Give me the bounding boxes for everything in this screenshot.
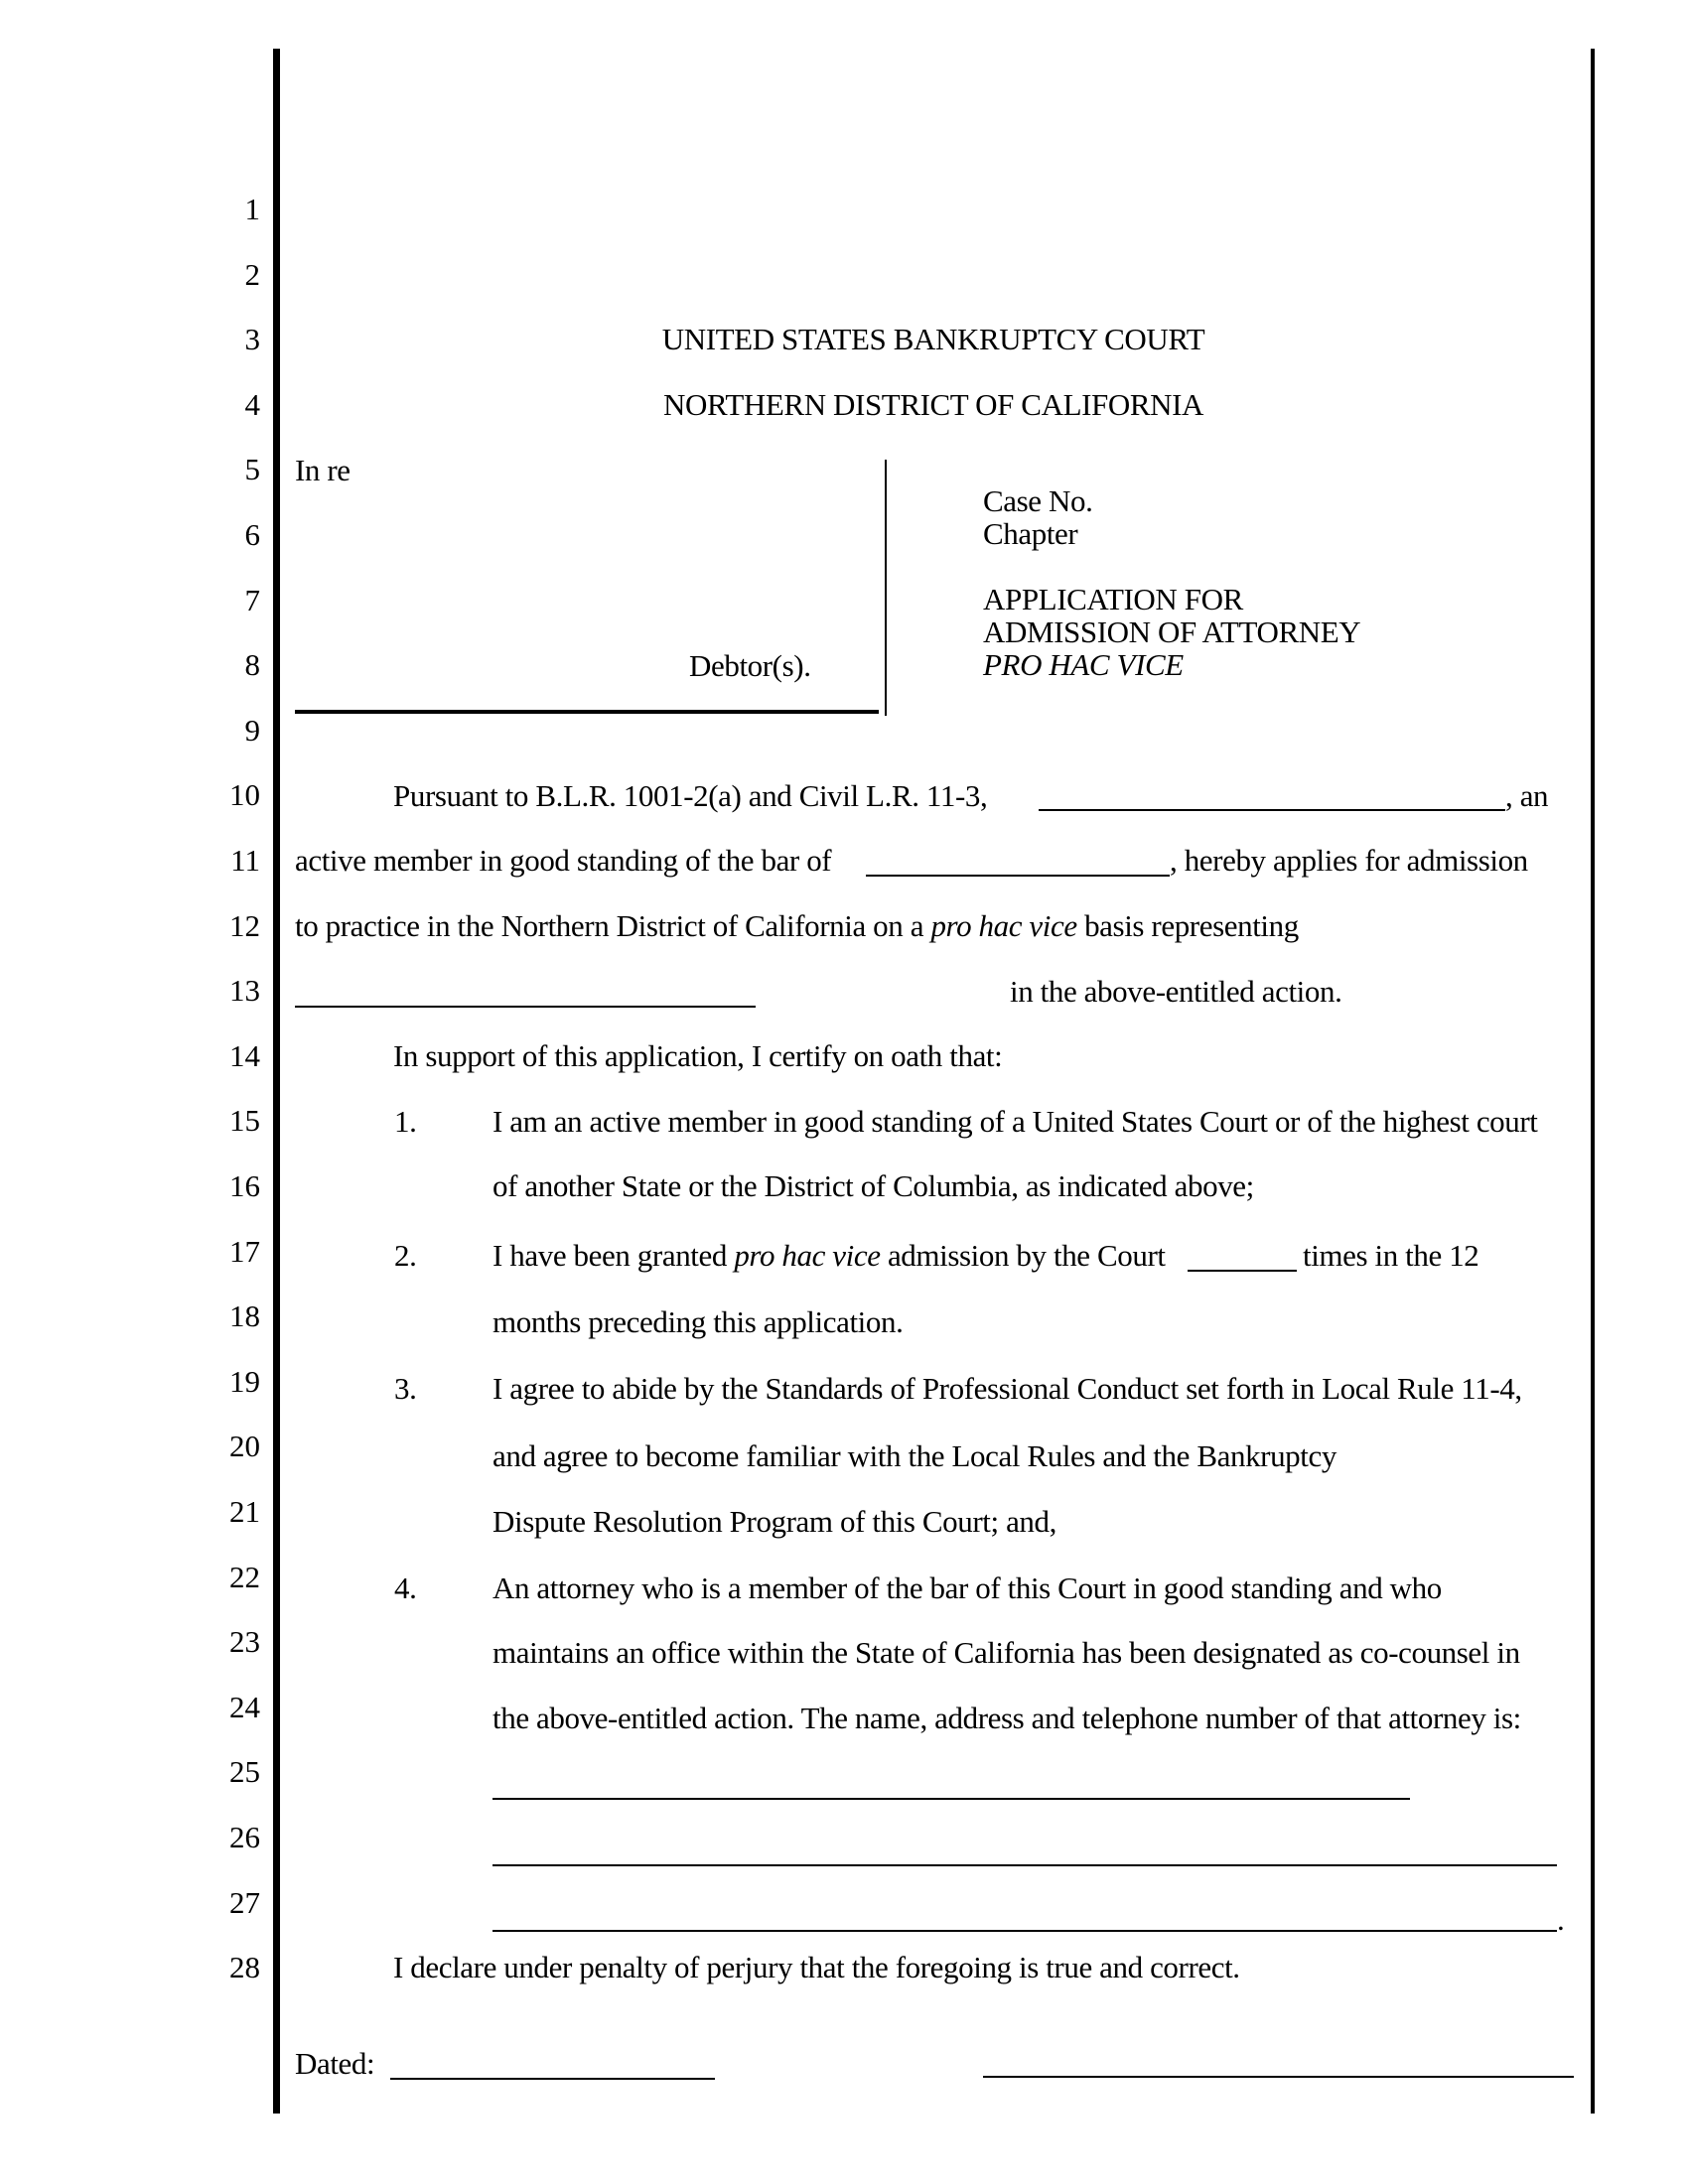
item-4-line-2: maintains an office within the State of California has been designated as co-counsel in bbox=[492, 1635, 1520, 1670]
line-number: 5 bbox=[244, 452, 260, 487]
line-number: 4 bbox=[244, 386, 260, 422]
line-number: 24 bbox=[229, 1689, 260, 1724]
document-title-line-3 bbox=[983, 647, 1184, 683]
line-number: 3 bbox=[244, 322, 260, 357]
paragraph-1-line-1-end: , an bbox=[1505, 778, 1549, 813]
chapter-label: Chapter bbox=[983, 516, 1078, 551]
item-2-line-1a: I have been granted bbox=[492, 1238, 727, 1273]
line-number: 23 bbox=[229, 1624, 260, 1660]
item-2-number: 2. bbox=[394, 1238, 417, 1273]
left-margin-rule bbox=[273, 49, 280, 2114]
item-3-line-3: Dispute Resolution Program of this Court; and, bbox=[492, 1504, 1056, 1539]
paragraph-1-line-2b: , hereby applies for admission bbox=[1170, 843, 1528, 878]
item-3-number: 3. bbox=[394, 1371, 417, 1406]
case-number-label: Case No. bbox=[983, 483, 1093, 518]
line-number: 26 bbox=[229, 1820, 260, 1854]
attorney-name-field[interactable] bbox=[1039, 809, 1505, 811]
pro-hac-vice-item-text: pro hac vice bbox=[734, 1238, 881, 1273]
line-number: 2 bbox=[244, 256, 260, 292]
line-number: 10 bbox=[229, 777, 260, 813]
declaration: I declare under penalty of perjury that the foregoing is true and correct. bbox=[393, 1950, 1240, 1984]
line-number: 11 bbox=[230, 843, 260, 878]
line-number: 16 bbox=[229, 1168, 260, 1203]
item-3-line-2: and agree to become familiar with the Local Rules and the Bankruptcy bbox=[492, 1438, 1336, 1473]
paragraph-1-line-3 bbox=[295, 908, 1299, 944]
line-number: 14 bbox=[229, 1037, 260, 1073]
line-number: 22 bbox=[229, 1559, 260, 1594]
paragraph-1-line-3a: to practice in the Northern District of California on a bbox=[295, 908, 924, 943]
co-counsel-period: . bbox=[1557, 1902, 1565, 1937]
line-number: 15 bbox=[229, 1103, 260, 1139]
line-number: 6 bbox=[244, 517, 260, 552]
item-4-line-3: the above-entitled action. The name, address and telephone number of that attorney is: bbox=[492, 1701, 1521, 1735]
paragraph-1-line-4: in the above-entitled action. bbox=[1010, 974, 1342, 1009]
item-4-number: 4. bbox=[394, 1570, 417, 1605]
in-re-label: In re bbox=[295, 453, 351, 487]
item-2-line-1c: admission by the Court bbox=[887, 1238, 1166, 1273]
client-name-field[interactable] bbox=[295, 1006, 756, 1008]
paragraph-1-line-2a: active member in good standing of the bar of bbox=[295, 843, 832, 878]
item-2-line-1d: times in the 12 bbox=[1303, 1238, 1479, 1273]
pro-hac-vice-text: pro hac vice bbox=[930, 908, 1077, 943]
pro-hac-vice-title: PRO HAC VICE bbox=[983, 647, 1184, 682]
document-title-line-1: APPLICATION FOR bbox=[983, 582, 1243, 616]
document-title-line-2: ADMISSION OF ATTORNEY bbox=[983, 614, 1361, 649]
admission-count-field[interactable] bbox=[1188, 1270, 1297, 1272]
signature-field[interactable] bbox=[983, 2076, 1574, 2078]
dated-label: Dated: bbox=[295, 2046, 375, 2081]
co-counsel-address-field[interactable] bbox=[492, 1864, 1557, 1866]
line-number: 17 bbox=[229, 1233, 260, 1269]
caption-divider-vertical bbox=[885, 460, 887, 716]
item-1-line-1: I am an active member in good standing of a United States Court or of the highest court bbox=[492, 1104, 1538, 1139]
line-number: 13 bbox=[229, 973, 260, 1009]
line-number: 19 bbox=[229, 1363, 260, 1399]
debtor-label: Debtor(s). bbox=[689, 648, 811, 683]
item-1-line-2: of another State or the District of Columbia, as indicated above; bbox=[492, 1168, 1254, 1203]
item-3-line-1: I agree to abide by the Standards of Professional Conduct set forth in Local Rule 11-4, bbox=[492, 1371, 1522, 1406]
line-number: 18 bbox=[229, 1298, 260, 1334]
item-1-number: 1. bbox=[394, 1104, 417, 1139]
item-2-line-2: months preceding this application. bbox=[492, 1304, 904, 1339]
line-number: 12 bbox=[229, 907, 260, 943]
co-counsel-name-field[interactable] bbox=[492, 1798, 1410, 1800]
court-name: UNITED STATES BANKRUPTCY COURT bbox=[661, 322, 1205, 356]
paragraph-2: In support of this application, I certify on oath that: bbox=[393, 1038, 1003, 1073]
line-number: 28 bbox=[229, 1950, 260, 1985]
date-field[interactable] bbox=[390, 2078, 715, 2080]
item-2-line-1 bbox=[492, 1238, 1166, 1274]
line-number: 9 bbox=[244, 712, 260, 748]
right-margin-rule bbox=[1591, 49, 1595, 2114]
line-number: 8 bbox=[244, 647, 260, 683]
line-number: 7 bbox=[244, 582, 260, 617]
line-number: 25 bbox=[229, 1754, 260, 1790]
caption-divider-horizontal bbox=[295, 710, 879, 714]
district-name: NORTHERN DISTRICT OF CALIFORNIA bbox=[662, 387, 1204, 422]
item-4-line-1: An attorney who is a member of the bar of this Court in good standing and who bbox=[492, 1570, 1442, 1605]
paragraph-1-line-1: Pursuant to B.L.R. 1001-2(a) and Civil L.R. 11-3, bbox=[393, 778, 988, 813]
paragraph-1-line-3b: basis representing bbox=[1084, 908, 1299, 943]
line-number: 21 bbox=[229, 1494, 260, 1529]
bar-jurisdiction-field[interactable] bbox=[866, 875, 1170, 877]
line-number: 1 bbox=[244, 192, 260, 226]
line-number: 20 bbox=[229, 1429, 260, 1464]
co-counsel-phone-field[interactable] bbox=[492, 1930, 1557, 1932]
line-number: 27 bbox=[229, 1884, 260, 1920]
